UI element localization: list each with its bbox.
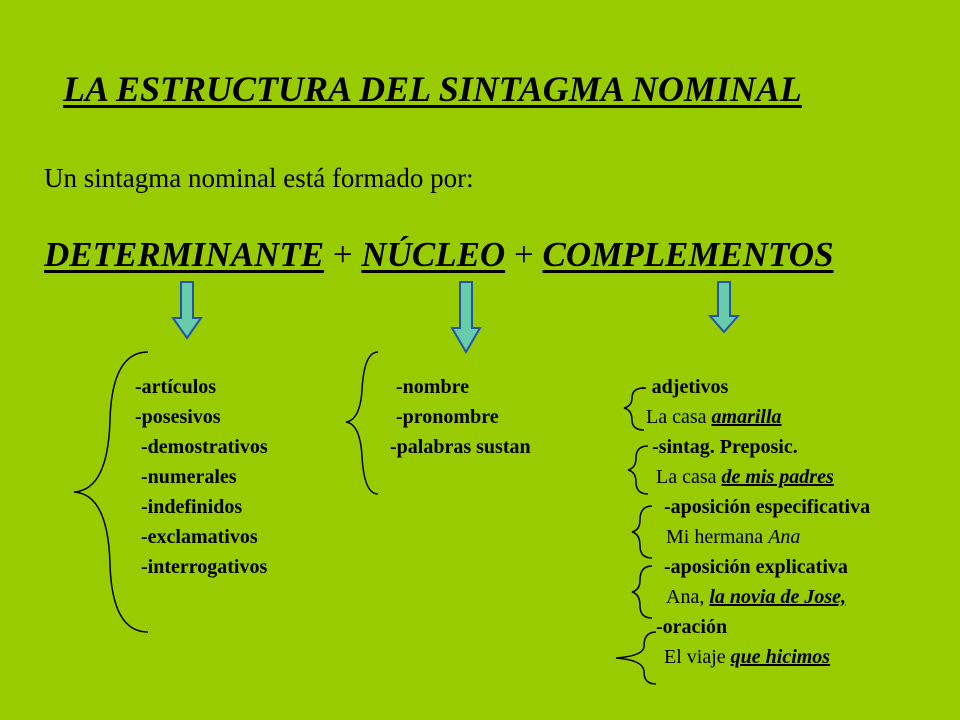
- arrow-down-icon-complementos: [710, 282, 738, 332]
- formula-plus-2: +: [513, 235, 534, 274]
- example-text: Ana,: [666, 586, 710, 608]
- example-text: La casa: [646, 406, 712, 428]
- comp-apos-esp: -aposición especificativa: [664, 496, 871, 518]
- list-item: -nombre: [396, 376, 469, 398]
- list-item: -numerales: [141, 466, 237, 488]
- list-item: -pronombre: [396, 406, 499, 428]
- list-item: -indefinidos: [141, 496, 243, 518]
- comp-adjetivos-example: [640, 402, 870, 432]
- list-item: -posesivos: [135, 406, 221, 428]
- list-item: -interrogativos: [141, 556, 268, 578]
- comp-apos-exp: -aposición explicativa: [664, 556, 848, 578]
- page-title: LA ESTRUCTURA DEL SINTAGMA NOMINAL: [63, 69, 802, 109]
- intro-text: Un sintagma nominal está formado por:: [44, 163, 474, 193]
- formula-determinante: DETERMINANTE: [44, 235, 325, 274]
- example-italic: Ana: [768, 526, 801, 548]
- example-highlight: de mis padres: [721, 466, 834, 488]
- comp-oracion-example: [640, 642, 870, 672]
- comp-apos-esp-example: [640, 522, 870, 552]
- comp-sintag-example: [640, 462, 870, 492]
- example-highlight: amarilla: [711, 406, 782, 428]
- brace-nucleos: [346, 352, 378, 494]
- formula-complementos: COMPLEMENTOS: [542, 235, 834, 274]
- determinantes-list: [135, 372, 268, 582]
- list-item: -exclamativos: [141, 526, 258, 548]
- list-item: -demostrativos: [141, 436, 268, 458]
- arrow-down-icon-nucleo: [452, 282, 480, 352]
- list-item: -palabras sustan: [390, 436, 531, 458]
- example-text: El viaje: [664, 646, 731, 668]
- comp-sintag: -sintag. Preposic.: [652, 436, 798, 458]
- nucleos-list: [390, 372, 531, 462]
- example-highlight: que hicimos: [730, 646, 831, 668]
- complementos-list: [640, 372, 870, 672]
- comp-adjetivos: - adjetivos: [640, 376, 729, 398]
- formula-nucleo: NÚCLEO: [361, 235, 506, 274]
- example-text: La casa: [656, 466, 722, 488]
- arrow-down-icon-determinante: [173, 282, 201, 338]
- example-text: Mi hermana: [666, 526, 769, 548]
- comp-apos-exp-example: [640, 582, 870, 612]
- list-item: -artículos: [135, 376, 217, 398]
- formula-plus-1: +: [332, 235, 353, 274]
- example-highlight: la novia de Jose,: [709, 586, 846, 608]
- comp-oracion: -oración: [656, 616, 728, 638]
